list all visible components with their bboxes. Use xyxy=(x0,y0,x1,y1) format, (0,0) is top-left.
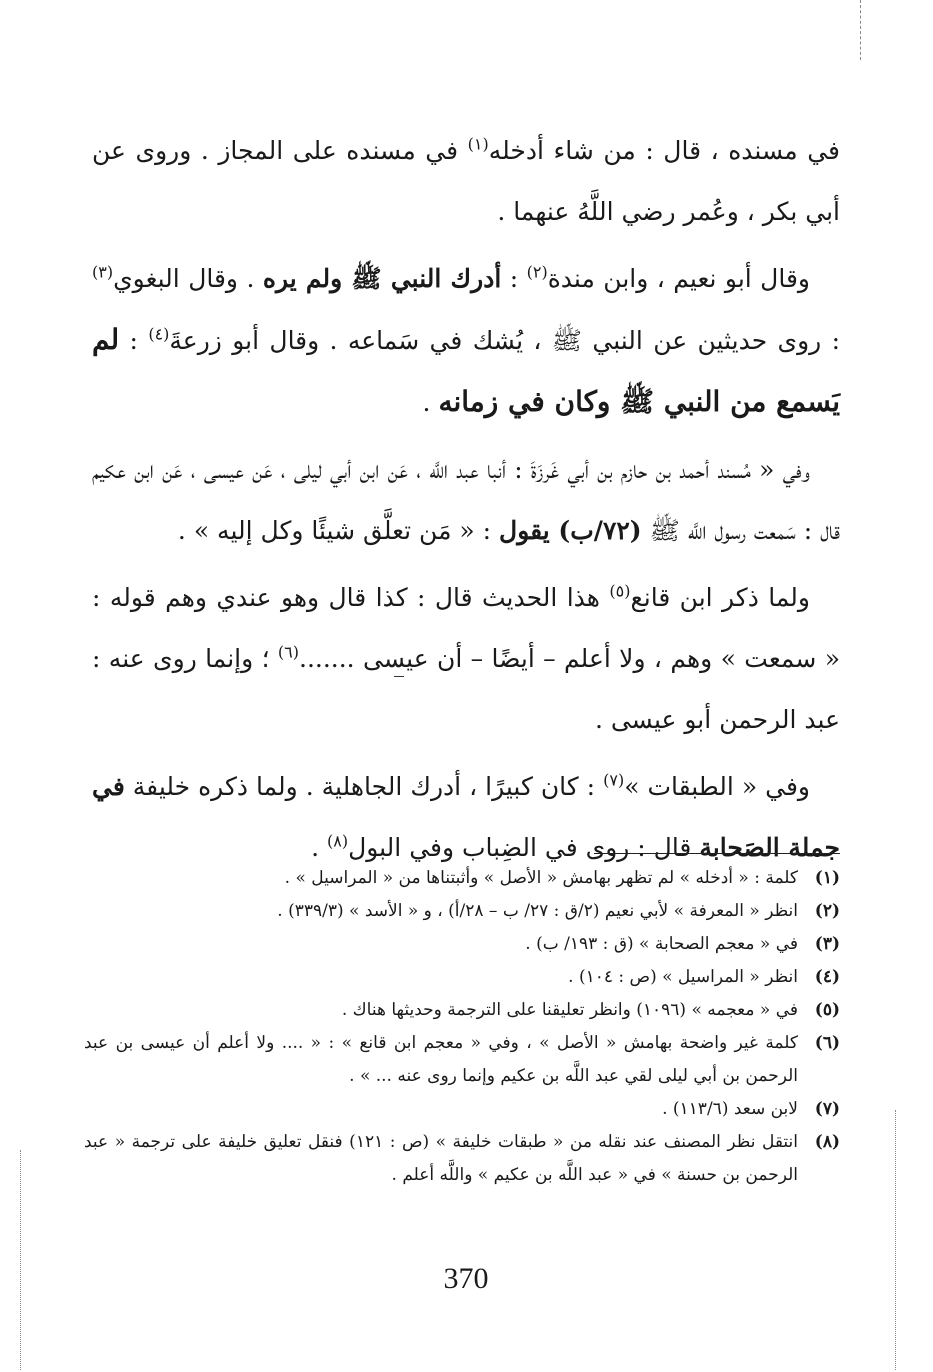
footnote-1 xyxy=(84,862,840,895)
footnote-3 xyxy=(84,928,840,961)
text-run: وفي « الطبقات » xyxy=(624,772,810,801)
scan-edge-left xyxy=(20,1150,21,1370)
bold-text-run: في جملة الصَحابة xyxy=(92,772,840,862)
footnote-number: (٦) xyxy=(814,1033,840,1053)
footnote-5 xyxy=(84,994,840,1027)
text-run: : xyxy=(119,326,149,355)
bold-text-run: (٧٢/ب) يقول xyxy=(499,516,642,545)
text-run: . وقال البغوي xyxy=(113,264,263,293)
footnote-reference: (٨) xyxy=(326,831,349,851)
footnote-number: (٣) xyxy=(814,934,840,954)
scan-edge-right xyxy=(895,1110,896,1370)
text-run: : xyxy=(501,264,527,293)
text-run: وفي « مُسند أحمد بن حازم بن أبي غَرزَةَ : أنبا عبد اللَّه ، عَن ابن أبي ليلى ، عَن عيسى ، عَن ابن عكيم قال : سَمعت رسول اللَّه ﷺ xyxy=(92,455,840,545)
text-run: قال : روى في الضِباب وفي البول xyxy=(348,833,700,862)
paragraph-5 xyxy=(92,756,840,878)
footnote-number: (٨) xyxy=(814,1132,840,1152)
footnote-text: انظر « المراسيل » (ص : ١٠٤) . xyxy=(568,967,798,987)
text-run: وقال أبو نعيم ، وابن مندة xyxy=(547,264,810,293)
footnote-text: كلمة غير واضحة بهامش « الأصل » ، وفي « معجم ابن قانع » : « .... ولا أعلم أن عيسى بن عبد الرحمن بن أبي ليلى لقي عبد اللَّه بن عكيم وإنما روى عنه ... » . xyxy=(84,1033,798,1086)
page-number: 370 xyxy=(443,1262,489,1295)
text-run: : كان كبيرًا ، أدرك الجاهلية . ولما ذكره خليفة xyxy=(124,772,604,801)
footnote-reference: (٦) xyxy=(277,642,299,662)
footnote-number: (٤) xyxy=(814,967,840,987)
text-run: في مسنده على المجاز . وروى عن أبي بكر ، وعُمر رضي اللَّهُ عنهما . xyxy=(92,136,840,226)
text-run: هذا الحديث قال : كذا قال وهو عندي وهم قوله : « سمعت » وهم ، ولا أعلم – أيضًا – أن عيسى ....... xyxy=(92,583,840,673)
footnote-reference: (٢) xyxy=(526,262,548,282)
footnote-reference: (٧) xyxy=(603,770,625,790)
footnote-text: كلمة : « أدخله » لم تظهر بهامش « الأصل » وأثبتناها من « المراسيل » . xyxy=(284,868,798,888)
footnote-text: انتقل نظر المصنف عند نقله من « طبقات خليفة » (ص : ١٢١) فنقل تعليق خليفة على ترجمة « عبد الرحمن بن حسنة » في « عبد اللَّه بن عكيم » واللَّه أعلم . xyxy=(84,1132,799,1185)
text-run: في مسنده ، قال : من شاء أدخله xyxy=(488,136,840,165)
bold-text-run: لم يَسمع من النبي ﷺ وكان في زمانه xyxy=(92,323,840,418)
footnote-text: انظر « المعرفة » لأبي نعيم (٢/ق : ٢٧/ ب – ٢٨/أ) ، و « الأسد » (٣٣٩/٣) . xyxy=(277,901,798,921)
text-run: ؛ وإنما روى عنه : عبد الرحمن أبو عيسى . xyxy=(92,644,840,734)
footnote-number: (٥) xyxy=(814,1000,840,1020)
footnote-6 xyxy=(84,1027,840,1093)
footnote-number: (٧) xyxy=(814,1099,840,1119)
paragraph-3 xyxy=(92,439,840,561)
paragraph-4 xyxy=(92,567,840,750)
footnote-text: في « معجم الصحابة » (ق : ١٩٣/ ب) . xyxy=(525,934,798,954)
footnote-number: (٢) xyxy=(814,901,840,921)
footnote-text: لابن سعد (١١٣/٦) . xyxy=(662,1099,798,1119)
footnote-4 xyxy=(84,961,840,994)
main-text xyxy=(92,120,840,884)
footnote-reference: (٥) xyxy=(609,581,631,601)
footnote-7 xyxy=(84,1093,840,1126)
footnote-2 xyxy=(84,895,840,928)
footnote-reference: (٣) xyxy=(92,262,114,282)
text-run: . xyxy=(311,833,327,862)
bold-text-run: أدرك النبي ﷺ ولم يره xyxy=(262,264,502,293)
paragraph-1 xyxy=(92,120,840,242)
paragraph-2 xyxy=(92,248,840,433)
text-run: : روى حديثين عن النبي ﷺ ، يُشك في سَماعه . وقال أبو زرعةَ xyxy=(169,326,840,355)
footnote-text: في « معجمه » (١٠٩٦) وانظر تعليقنا على الترجمة وحديثها هناك . xyxy=(341,1000,798,1020)
footnote-8 xyxy=(84,1126,840,1192)
footnote-reference: (٤) xyxy=(148,324,170,344)
scan-edge-top xyxy=(860,0,861,60)
footnote-reference: (١) xyxy=(467,134,489,154)
footnotes xyxy=(84,862,840,1192)
text-run: . xyxy=(422,388,439,417)
footnote-divider xyxy=(594,853,840,854)
footnote-number: (١) xyxy=(814,868,840,888)
text-run: ولما ذكر ابن قانع xyxy=(630,583,810,612)
stray-mark xyxy=(394,676,404,677)
text-run: : « مَن تعلَّق شيئًا وكل إليه » . xyxy=(177,516,500,545)
